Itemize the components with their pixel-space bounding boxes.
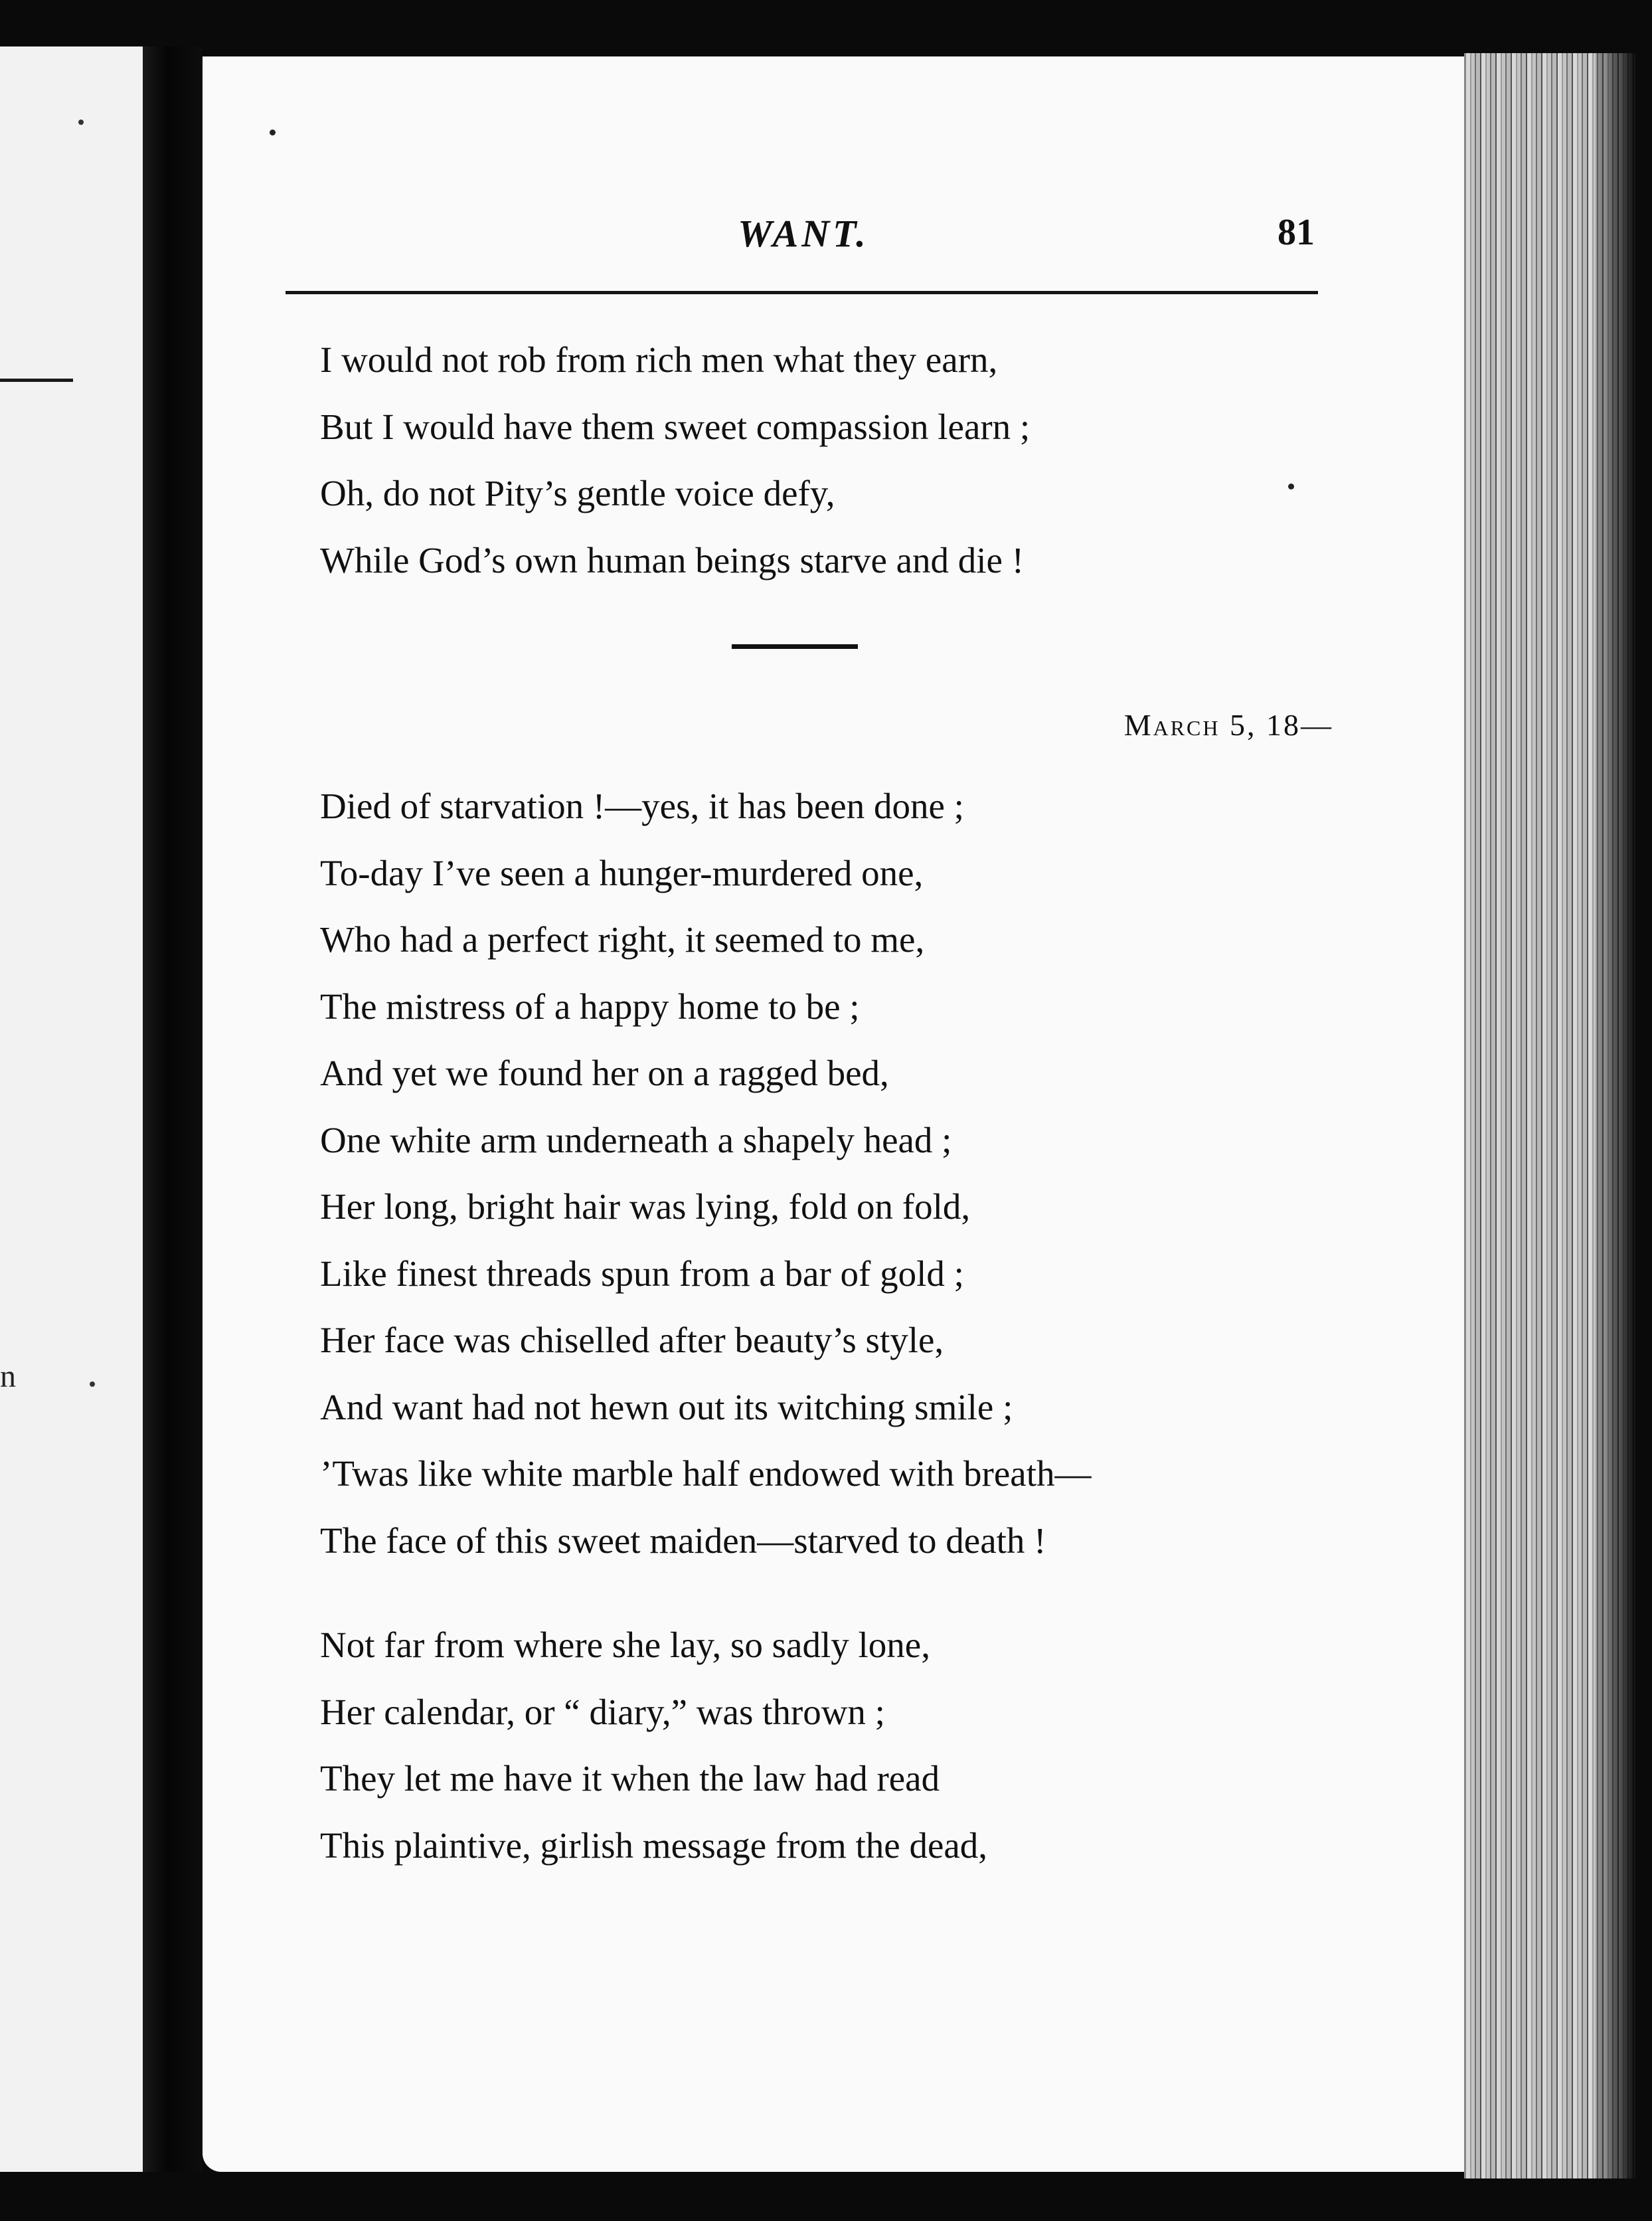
stanza xyxy=(320,1612,987,1879)
verse-line: I would not rob from rich men what they earn, xyxy=(320,339,998,380)
facing-page-edge xyxy=(0,46,145,2172)
book-gutter xyxy=(143,46,203,2172)
facing-page-rule xyxy=(0,379,73,382)
verse-line: Died of starvation !—yes, it has been done ; xyxy=(320,786,964,826)
verse-line: But I would have them sweet compassion learn ; xyxy=(320,406,1031,447)
verse-line: ’Twas like white marble half endowed with breath— xyxy=(320,1453,1092,1494)
verse-line: Her face was chiselled after beauty’s style, xyxy=(320,1320,944,1360)
verse-line: And want had not hewn out its witching smile ; xyxy=(320,1386,1013,1427)
facing-page-text-fragment: n xyxy=(0,1359,16,1394)
verse-line: One white arm underneath a shapely head ; xyxy=(320,1119,952,1160)
verse-line: Her long, bright hair was lying, fold on fold, xyxy=(320,1186,971,1227)
page-stack-edges xyxy=(1464,53,1635,2178)
print-speck xyxy=(78,120,84,125)
running-head xyxy=(286,211,1321,264)
verse-line: The mistress of a happy home to be ; xyxy=(320,986,860,1027)
page-stack-shadow xyxy=(1596,53,1635,2178)
verse-line: They let me have it when the law had read xyxy=(320,1758,940,1799)
running-title: WANT. xyxy=(738,212,869,255)
verse-line: While God’s own human beings starve and die ! xyxy=(320,539,1025,580)
page-number: 81 xyxy=(1278,212,1315,253)
verse-line: Who had a perfect right, it seemed to me, xyxy=(320,919,925,960)
section-divider xyxy=(732,644,858,649)
print-speck xyxy=(270,130,276,135)
dateline: March 5, 18— xyxy=(1123,708,1333,742)
verse-line: Oh, do not Pity’s gentle voice defy, xyxy=(320,473,835,513)
verse-line: Her calendar, or “ diary,” was thrown ; xyxy=(320,1691,885,1732)
verse-line: Not far from where she lay, so sadly lone, xyxy=(320,1625,930,1665)
print-speck xyxy=(1288,484,1294,489)
stanza xyxy=(320,773,1091,1574)
verse-line: To-day I’ve seen a hunger-murdered one, xyxy=(320,852,924,893)
verse-line: Like finest threads spun from a bar of gold ; xyxy=(320,1253,964,1294)
print-speck xyxy=(90,1381,95,1387)
verse-line: And yet we found her on a ragged bed, xyxy=(320,1053,889,1093)
header-rule xyxy=(286,291,1318,294)
verse-line: The face of this sweet maiden—starved to death ! xyxy=(320,1520,1046,1561)
stanza xyxy=(320,327,1030,594)
verse-line: This plaintive, girlish message from the dead, xyxy=(320,1824,988,1866)
